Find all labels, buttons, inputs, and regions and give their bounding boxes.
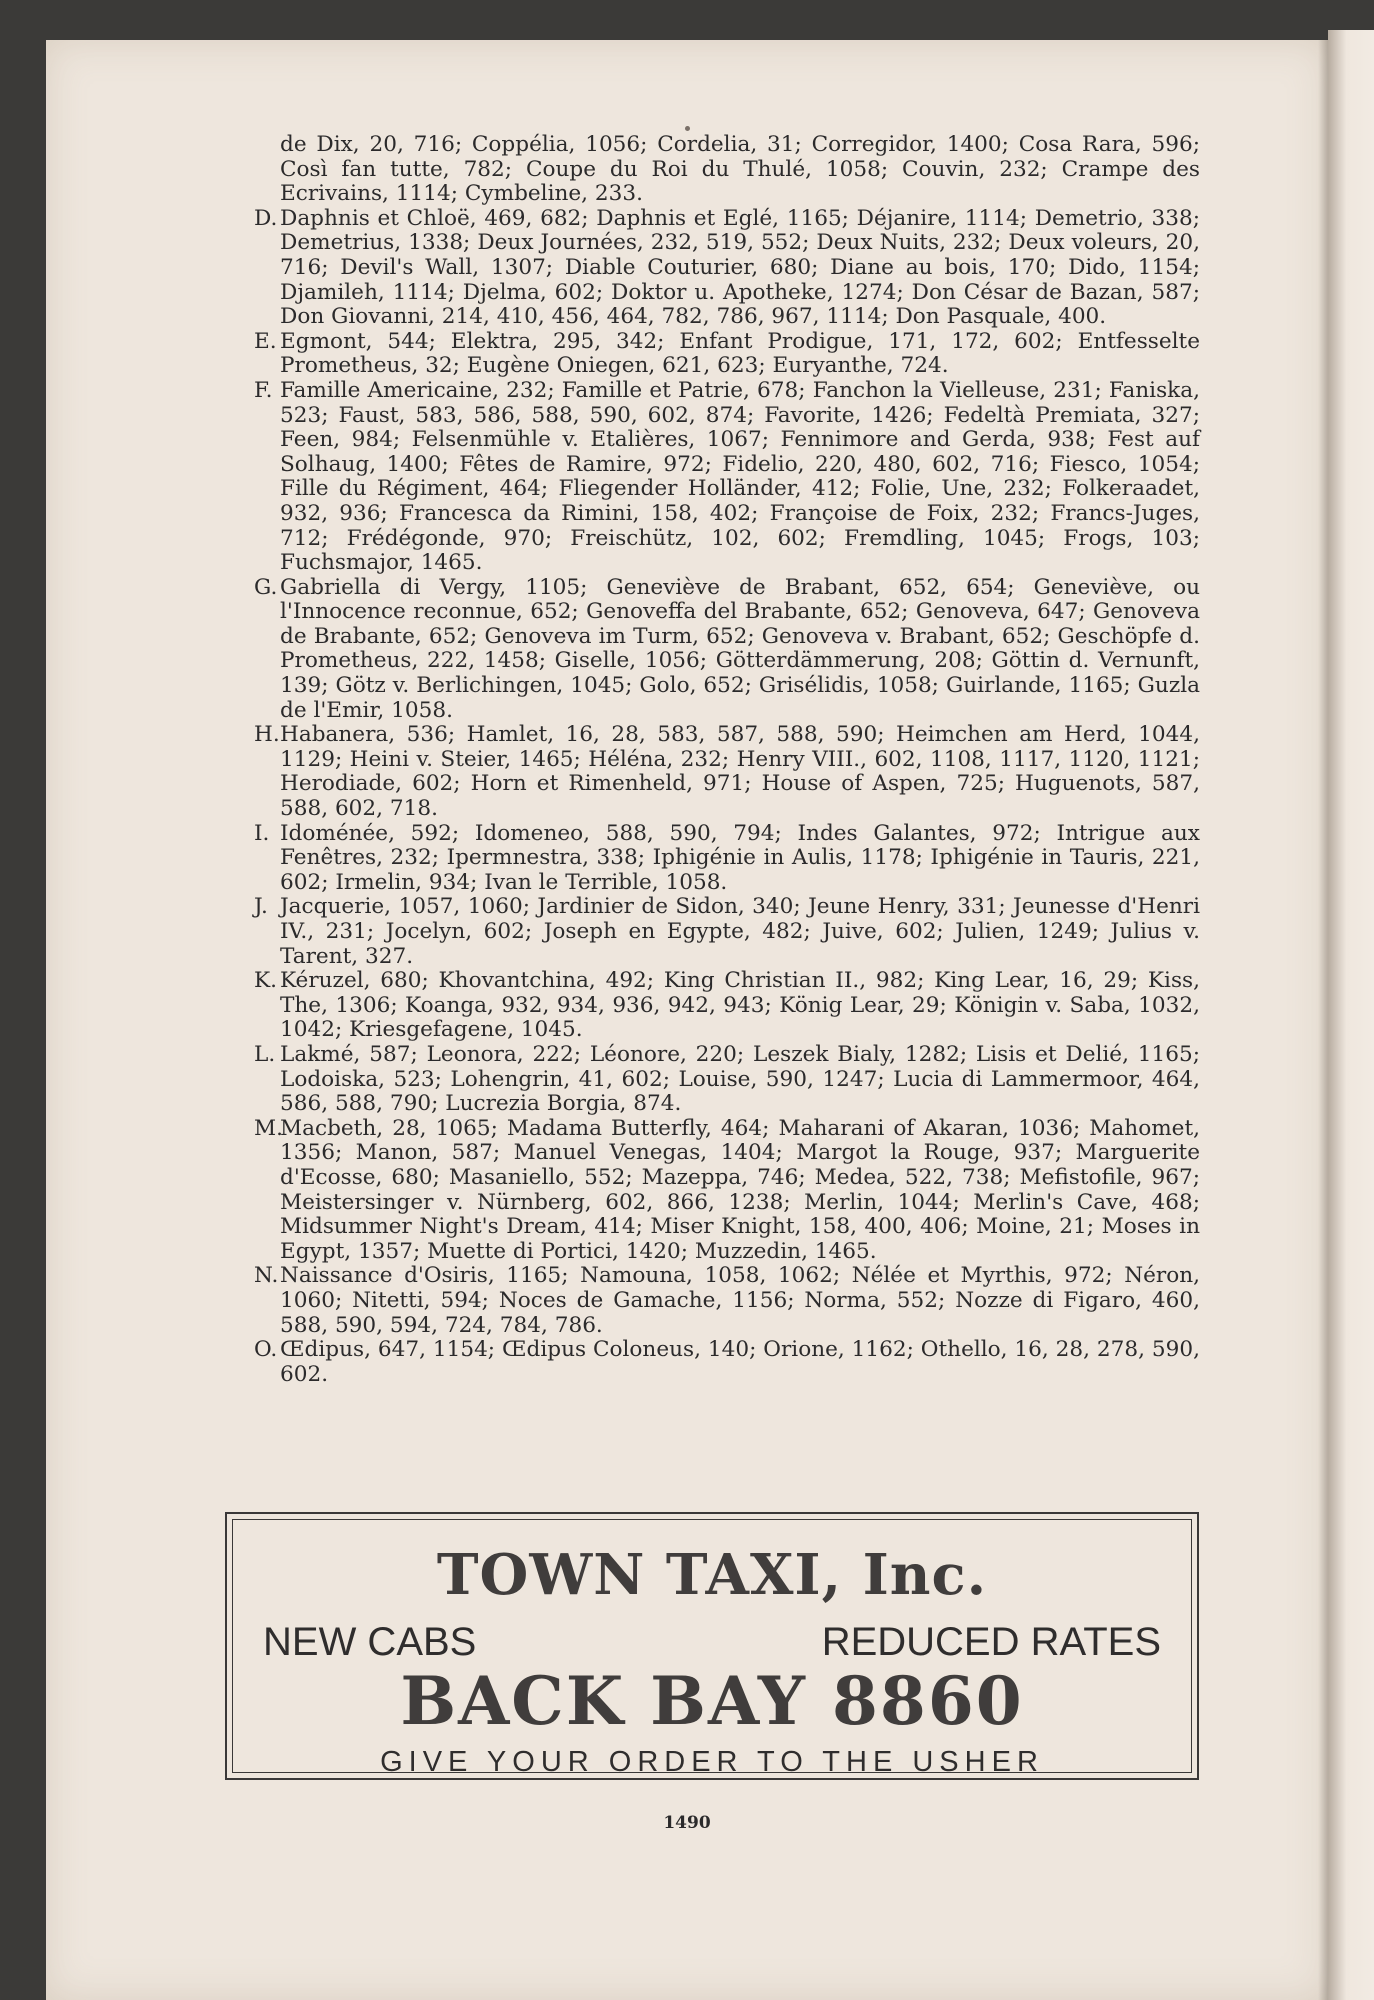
index-letter: F. (254, 377, 273, 403)
taxi-advertisement (225, 1512, 1199, 1780)
index-letter: O. (254, 1337, 278, 1363)
index-entry-e (254, 330, 1200, 379)
index-text: Lakmé, 587; Leonora, 222; Léonore, 220; Leszek Bialy, 1282; Lisis et Delié, 1165; Lodoiska, 523; Lohengrin, 41, 602; Louise, 590, 1247; Lucia di Lammermoor, 464, 586, 588, 790; Lucrezia Borgia, 874. (280, 1041, 1200, 1117)
ad-right-tagline: REDUCED RATES (821, 1620, 1161, 1664)
ad-order-text: GIVE YOUR ORDER TO THE USHER (380, 1746, 1044, 1778)
index-entry-h (254, 723, 1200, 821)
index-entry-k (254, 969, 1200, 1043)
ad-phone: BACK BAY 8860 (400, 1662, 1024, 1740)
index-entry-n (254, 1264, 1200, 1338)
index-text: Kéruzel, 680; Khovantchina, 492; King Christian II., 982; King Lear, 16, 29; Kiss, The, 1306; Koanga, 932, 934, 936, 942, 943; König Lear, 29; Königin v. Saba, 1032, 1042; Kriesgefagene, 1045. (280, 968, 1200, 1043)
index-letter: D. (254, 205, 278, 231)
opera-index (254, 133, 1200, 1387)
ad-left-tagline: NEW CABS (263, 1620, 477, 1664)
index-entry-d (254, 207, 1200, 330)
index-text: Idoménée, 592; Idomeneo, 588, 590, 794; Indes Galantes, 972; Intrigue aux Fenêtres, 232; Ipermnestra, 338; Iphigénie in Aulis, 1178; Iphigénie in Tauris, 221, 602; Irmelin, 934; Ivan le Terrible, 1058. (280, 820, 1200, 895)
index-text: Jacquerie, 1057, 1060; Jardinier de Sidon, 340; Jeune Henry, 331; Jeunesse d'Henri IV., 231; Jocelyn, 602; Joseph en Egypte, 482; Juive, 602; Julien, 1249; Julius v. Tarent, 327. (280, 894, 1200, 969)
index-letter: N. (254, 1263, 279, 1289)
index-text: Famille Americaine, 232; Famille et Patrie, 678; Fanchon la Vielleuse, 231; Faniska, 523; Faust, 583, 586, 588, 590, 602, 874; Favorite, 1426; Fedeltà Premiata, 327; Feen, 984; Felsenmühle v. Etalières, 1067; Fennimore and Gerda, 938; Fest auf Solhaug, 1400; Fêtes de Ramire, 972; Fidelio, 220, 480, 602, 716; Fiesco, 1054; Fille du Régiment, 464; Fliegender Holländer, 412; Folie, Une, 232; Folkeraadet, 932, 936; Francesca da Rimini, 158, 402; Françoise de Foix, 232; Francs-Juges, 712; Frédégonde, 970; Freischütz, 102, 602; Fremdling, 1045; Frogs, 103; Fuchsmajor, 1465. (280, 377, 1200, 576)
index-entry-l (254, 1043, 1200, 1117)
index-entry-i (254, 822, 1200, 896)
index-continuation: de Dix, 20, 716; Coppélia, 1056; Cordelia, 31; Corregidor, 1400; Cosa Rara, 596; Così fan tutte, 782; Coupe du Roi du Thulé, 1058; Couvin, 232; Crampe des Ecrivains, 1114; Cymbeline, 233. (280, 132, 1200, 207)
index-entry-o (254, 1338, 1200, 1387)
index-letter: I. (254, 820, 270, 846)
index-entry-m (254, 1117, 1200, 1265)
index-letter: G. (254, 574, 278, 600)
index-text: Gabriella di Vergy, 1105; Geneviève de Brabant, 652, 654; Geneviève, ou l'Innocence reconnue, 652; Genoveffa del Brabante, 652; Genoveva, 647; Genoveva de Brabante, 652; Genoveva im Turm, 652; Genoveva v. Brabant, 652; Geschöpfe d. Prometheus, 222, 1458; Giselle, 1056; Götterdämmerung, 208; Göttin d. Vernunft, 139; Götz v. Berlichingen, 1045; Golo, 652; Grisélidis, 1058; Guirlande, 1165; Guzla de l'Emir, 1058. (280, 574, 1200, 723)
index-letter: L. (254, 1041, 276, 1067)
ad-title: TOWN TAXI, Inc. (436, 1542, 988, 1608)
index-text: Egmont, 544; Elektra, 295, 342; Enfant Prodigue, 171, 172, 602; Entfesselte Prometheus, 32; Eugène Oniegen, 621, 623; Euryanthe, 724. (280, 328, 1200, 379)
index-text: Naissance d'Osiris, 1165; Namouna, 1058, 1062; Nélée et Myrthis, 972; Néron, 1060; Nitetti, 594; Noces de Gamache, 1156; Norma, 552; Nozze di Figaro, 460, 588, 590, 594, 724, 784, 786. (280, 1263, 1200, 1338)
facing-page (1328, 30, 1374, 2000)
ad-inner-border (232, 1519, 1192, 1778)
index-entry-g (254, 576, 1200, 724)
index-letter: E. (254, 328, 277, 354)
index-letter: J. (254, 894, 268, 920)
index-entry-j (254, 895, 1200, 969)
index-text: Daphnis et Chloë, 469, 682; Daphnis et Eglé, 1165; Déjanire, 1114; Demetrio, 338; Demetrius, 1338; Deux Journées, 232, 519, 552; Deux Nuits, 232; Deux voleurs, 20, 716; Devil's Wall, 1307; Diable Couturier, 680; Diane au bois, 170; Dido, 1154; Djamileh, 1114; Djelma, 602; Doktor u. Apotheke, 1274; Don César de Bazan, 587; Don Giovanni, 214, 410, 456, 464, 782, 786, 967, 1114; Don Pasquale, 400. (280, 205, 1200, 330)
index-letter: M. (254, 1115, 283, 1141)
ad-tagline-row (263, 1620, 1161, 1665)
index-letter: H. (254, 722, 280, 748)
top-mark (685, 126, 690, 131)
page-number: 1490 (663, 1813, 711, 1833)
index-text: Habanera, 536; Hamlet, 16, 28, 583, 587, 588, 590; Heimchen am Herd, 1044, 1129; Heini v. Steier, 1465; Héléna, 232; Henry VIII., 602, 1108, 1117, 1120, 1121; Herodiade, 602; Horn et Rimenheld, 971; House of Aspen, 725; Huguenots, 587, 588, 602, 718. (280, 722, 1200, 822)
index-text: Œdipus, 647, 1154; Œdipus Coloneus, 140; Orione, 1162; Othello, 16, 28, 278, 590, 602. (280, 1337, 1200, 1387)
index-letter: K. (254, 968, 277, 994)
index-entry-f (254, 379, 1200, 576)
index-text: Macbeth, 28, 1065; Madama Butterfly, 464; Maharani of Akaran, 1036; Mahomet, 1356; Manon, 587; Manuel Venegas, 1404; Margot la Rouge, 937; Marguerite d'Ecosse, 680; Masaniello, 552; Mazeppa, 746; Medea, 522, 738; Mefistofile, 967; Meistersinger v. Nürnberg, 602, 866, 1238; Merlin, 1044; Merlin's Cave, 468; Midsummer Night's Dream, 414; Miser Knight, 158, 400, 406; Moine, 21; Moses in Egypt, 1357; Muette di Portici, 1420; Muzzedin, 1465. (280, 1115, 1200, 1264)
